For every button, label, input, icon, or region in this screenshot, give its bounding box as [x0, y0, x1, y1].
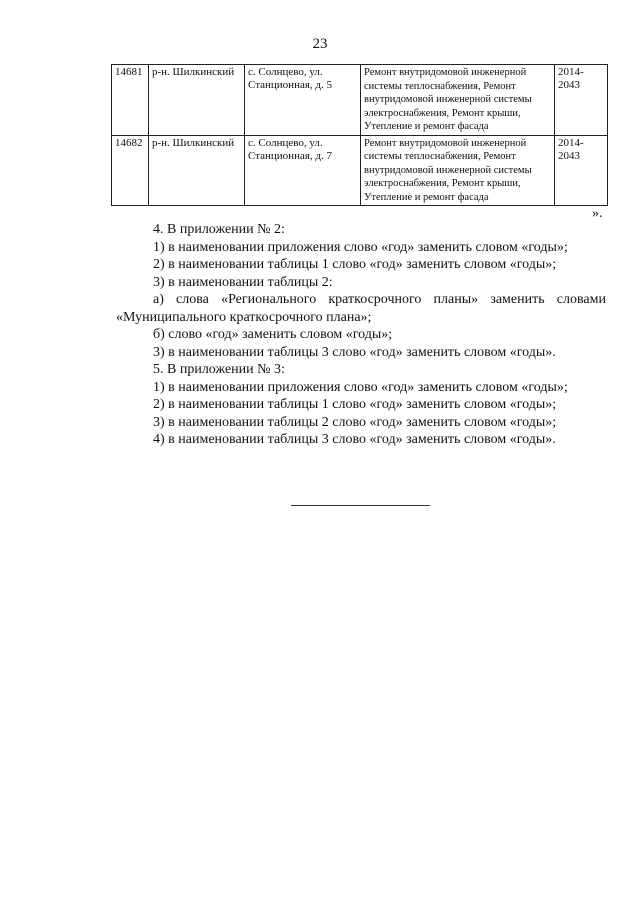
years-cell: 2014-2043	[555, 65, 608, 136]
closing-rule	[291, 505, 430, 506]
item-5-3: 3) в наименовании таблицы 2 слово «год» заменить словом «годы»;	[153, 414, 557, 430]
years-cell: 2014-2043	[555, 135, 608, 206]
row-number-cell: 14681	[112, 65, 149, 136]
row-number-cell: 14682	[112, 135, 149, 206]
address-cell: с. Солнцево, ул. Станционная, д. 7	[245, 135, 361, 206]
address-cell: с. Солнцево, ул. Станционная, д. 5	[245, 65, 361, 136]
district-cell: р-н. Шилкинский	[149, 65, 245, 136]
item-4-3a-line1: а) слова «Регионального краткосрочного планы» заменить словами	[153, 292, 606, 307]
item-4-3: 3) в наименовании таблицы 2:	[153, 274, 333, 290]
district-cell: р-н. Шилкинский	[149, 135, 245, 206]
page-number: 23	[312, 36, 328, 52]
works-cell: Ремонт внутридомовой инженерной системы теплоснабжения, Ремонт внутридомовой инженерной системы электроснабжения, Ремонт крыши, Утепление и ремонт фасада	[361, 65, 555, 136]
item-4-3b: б) слово «год» заменить словом «годы»;	[153, 327, 393, 342]
item-4-heading: 4. В приложении № 2:	[153, 222, 285, 237]
item-4-2: 2) в наименовании таблицы 1 слово «год» заменить словом «годы»;	[153, 257, 557, 272]
amendments-text	[116, 221, 606, 449]
item-4-1: 1) в наименовании приложения слово «год» заменить словом «годы»;	[153, 239, 568, 255]
item-4-3a-line2: «Муниципального краткосрочного плана»;	[116, 309, 372, 325]
works-cell: Ремонт внутридомовой инженерной системы теплоснабжения, Ремонт внутридомовой инженерной системы электроснабжения, Ремонт крыши, Утепление и ремонт фасада	[361, 135, 555, 206]
table-row	[112, 65, 608, 136]
item-5-1: 1) в наименовании приложения слово «год» заменить словом «годы»;	[153, 379, 568, 395]
item-5-4: 4) в наименовании таблицы 3 слово «год» заменить словом «годы».	[153, 432, 556, 447]
item-5-heading: 5. В приложении № 3:	[153, 362, 285, 377]
houses-table	[111, 64, 608, 206]
item-5-2: 2) в наименовании таблицы 1 слово «год» заменить словом «годы»;	[153, 397, 557, 412]
table-row	[112, 135, 608, 206]
table-closing-quote: ».	[592, 206, 603, 221]
item-4-4: 3) в наименовании таблицы 3 слово «год» заменить словом «годы».	[153, 344, 556, 360]
